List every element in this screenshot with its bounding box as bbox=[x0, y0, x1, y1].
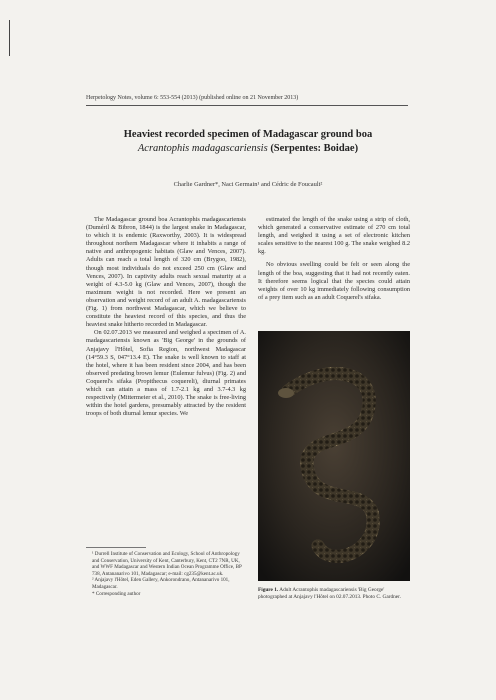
journal-header: Herpetology Notes, volume 6: 553-554 (2013) (published online on 21 November 2013) bbox=[86, 95, 299, 101]
footnotes bbox=[86, 551, 246, 597]
left-paragraph-1: The Madagascar ground boa Acrantophis madagascariensis (Duméril & Bibron, 1844) is the largest snake in Madagascar, to which it is endemic (Raxworthy, 2003). It is widespread throughout northern Madagascar where it inhabits a range of native and anthropogenic habitats (Glaw and Vences, 2007). Adults can reach a total length of 320 cm (Brygoo, 1982), though most individuals do not exceed 250 cm (Glaw and Vences, 2007). In captivity adults reach sexual maturity at a weight of 4.3-5.0 kg (Glaw and Vences, 2007), though the maximum weight is not recorded. Here we present an observation and weight record of an adult A. madagascariensis (Fig. 1) from northwest Madagascar, which we believe to constitute the heaviest record of this species, and thus the heaviest snake hitherto recorded in Madagascar. bbox=[86, 216, 246, 329]
title-taxon: (Serpentes: Boidae) bbox=[267, 143, 359, 154]
authors: Charlie Gardner*, Naci Germain¹ and Cédric de Foucault² bbox=[173, 181, 323, 188]
figure-photo-snake bbox=[258, 331, 410, 581]
footnote-rule bbox=[86, 547, 146, 548]
right-paragraph-2: No obvious swelling could be felt or seen along the length of the boa, suggesting that it had not recently eaten. It therefore seems logical that the species could attain weights of over 10 kg immediately following consumption of a prey item such as an adult Coquerel's sifaka. bbox=[258, 261, 410, 301]
title-line-2 bbox=[60, 142, 436, 156]
right-paragraph-1: estimated the length of the snake using a strip of cloth, which generated a conservative estimate of 270 cm total length, and weighed it using a set of electronic kitchen scales sensitive to the nearest 100 g. The snake weighed 8.2 kg. bbox=[258, 216, 410, 256]
footnote-1: ¹ Durrell Institute of Conservation and Ecology, School of Anthropology and Conservation, University of Kent, Canterbury, Kent, CT2 7NR, UK, and WWF Madagascar and Western Indian Ocean Programme Office, BP 738, Antananarivo 101, Madagascar; e-mail: cg235@kent.ac.uk. bbox=[92, 551, 242, 577]
caption-text: Adult Acrantophis madagascariensis 'Big George' photographed at Anjajavy l'Hôtel on 02.07.2013. Photo C. Gardner. bbox=[258, 587, 401, 600]
footnote-3: * Corresponding author bbox=[92, 590, 141, 597]
margin-mark bbox=[9, 20, 10, 56]
title-species: Acrantophis madagascariensis bbox=[137, 143, 268, 154]
snake-photo-image bbox=[258, 331, 410, 581]
right-column bbox=[258, 216, 410, 302]
caption-label: Figure 1. bbox=[258, 587, 279, 593]
left-column bbox=[86, 216, 246, 418]
left-paragraph-2: On 02.07.2013 we measured and weighed a specimen of A. madagascariensis known as 'Big George' in the grounds of Anjajavy l'Hôtel, Sofia Region, northwest Madagascar (14°59.3 S, 047°13.4 E). The snake is well known to staff at the hotel, where it has been resident since 2004, and has been observed predating brown lemur (Eulemur fulvus) (Fig. 2) and Coquerel's sifaka (Propithecus coquereli), diurnal primates which can attain a mass of 1.7-2.1 kg and 3.7-4.3 kg respectively (Mittermeier et al., 2010). The snake is free-living within the hotel gardens, presumably attracted by the resident troops of both diurnal lemur species. We bbox=[86, 329, 246, 418]
title-line-1: Heaviest recorded specimen of Madagascar ground boa bbox=[123, 129, 373, 140]
footnote-2: ² Anjajavy l'Hôtel, Eden Gallery, Ankorondrano, Antananarivo 101, Madagascar. bbox=[92, 577, 230, 590]
article-title bbox=[60, 128, 436, 156]
header-rule bbox=[86, 105, 408, 106]
figure-caption bbox=[258, 587, 410, 601]
